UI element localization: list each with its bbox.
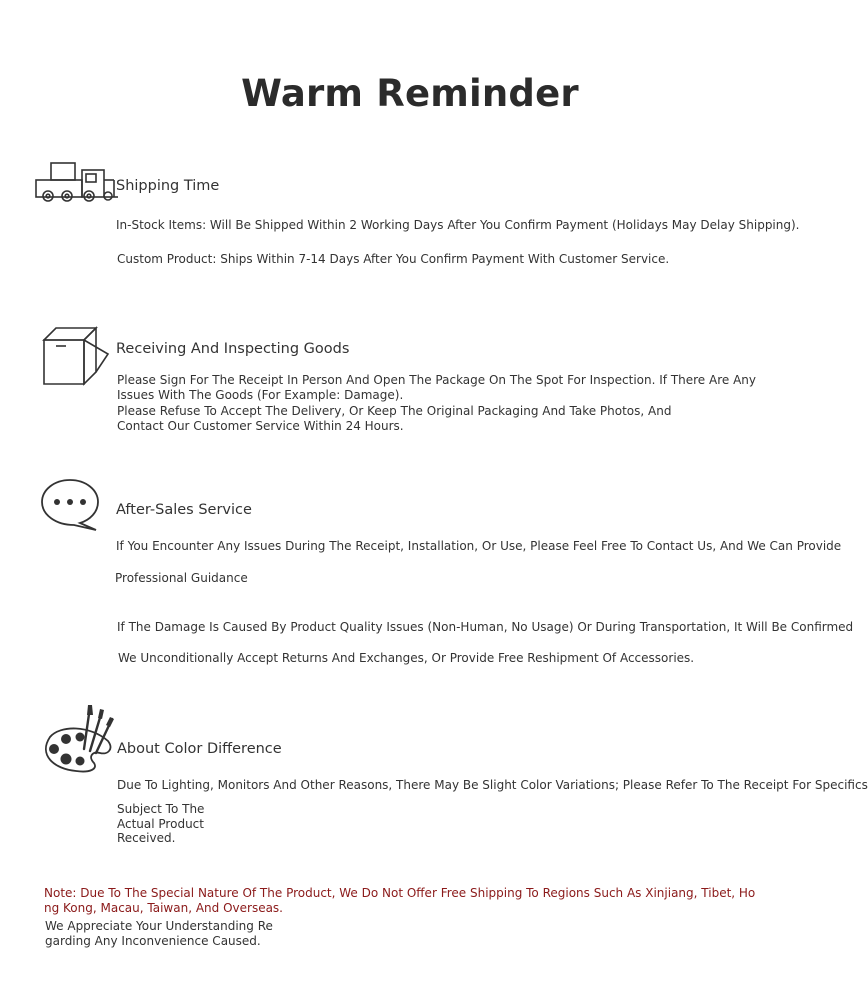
receiving-line-1: Please Sign For The Receipt In Person And Open The Package On The Spot For Inspection. If There Are Any Issues With The Goods (For Example: Damage).	[117, 373, 756, 402]
box-icon	[40, 324, 112, 388]
truck-icon	[34, 160, 120, 206]
color-line-1: Due To Lighting, Monitors And Other Reasons, There May Be Slight Color Variations; Please Refer To The Receipt For Specifics	[117, 778, 868, 792]
shipping-line-1: In-Stock Items: Will Be Shipped Within 2 Working Days After You Confirm Payment (Holidays May Delay Shipping).	[116, 218, 800, 232]
after-sales-line-1: If You Encounter Any Issues During The Receipt, Installation, Or Use, Please Feel Free To Contact Us, And We Can Provide	[116, 539, 842, 553]
after-sales-line-2: Professional Guidance	[115, 571, 248, 585]
section-heading-receiving: Receiving And Inspecting Goods	[116, 341, 350, 357]
after-sales-line-4: We Unconditionally Accept Returns And Exchanges, Or Provide Free Reshipment Of Accessories.	[118, 651, 695, 665]
receiving-line-2: Please Refuse To Accept The Delivery, Or Keep The Original Packaging And Take Photos, And Contact Our Customer Service Within 24 Hours.	[117, 404, 672, 433]
appreciation-text: We Appreciate Your Understanding Regarding Any Inconvenience Caused.	[45, 919, 273, 948]
section-heading-shipping: Shipping Time	[116, 178, 220, 194]
chat-bubble-icon	[40, 478, 102, 532]
section-heading-after-sales: After-Sales Service	[116, 502, 252, 518]
shipping-line-2: Custom Product: Ships Within 7-14 Days After You Confirm Payment With Customer Service.	[117, 252, 670, 266]
after-sales-line-3: If The Damage Is Caused By Product Quality Issues (Non-Human, No Usage) Or During Transportation, It Will Be Confirmed	[117, 620, 854, 634]
shipping-note: Note: Due To The Special Nature Of The Product, We Do Not Offer Free Shipping To Regions Such As Xinjiang, Tibet, Hong Kong, Macau, Taiwan, And Overseas.	[44, 886, 756, 915]
page-title: Warm Reminder	[241, 72, 579, 115]
color-line-2: Subject To The Actual Product Received.	[117, 802, 205, 845]
section-heading-color: About Color Difference	[117, 741, 282, 757]
palette-icon	[40, 703, 116, 773]
